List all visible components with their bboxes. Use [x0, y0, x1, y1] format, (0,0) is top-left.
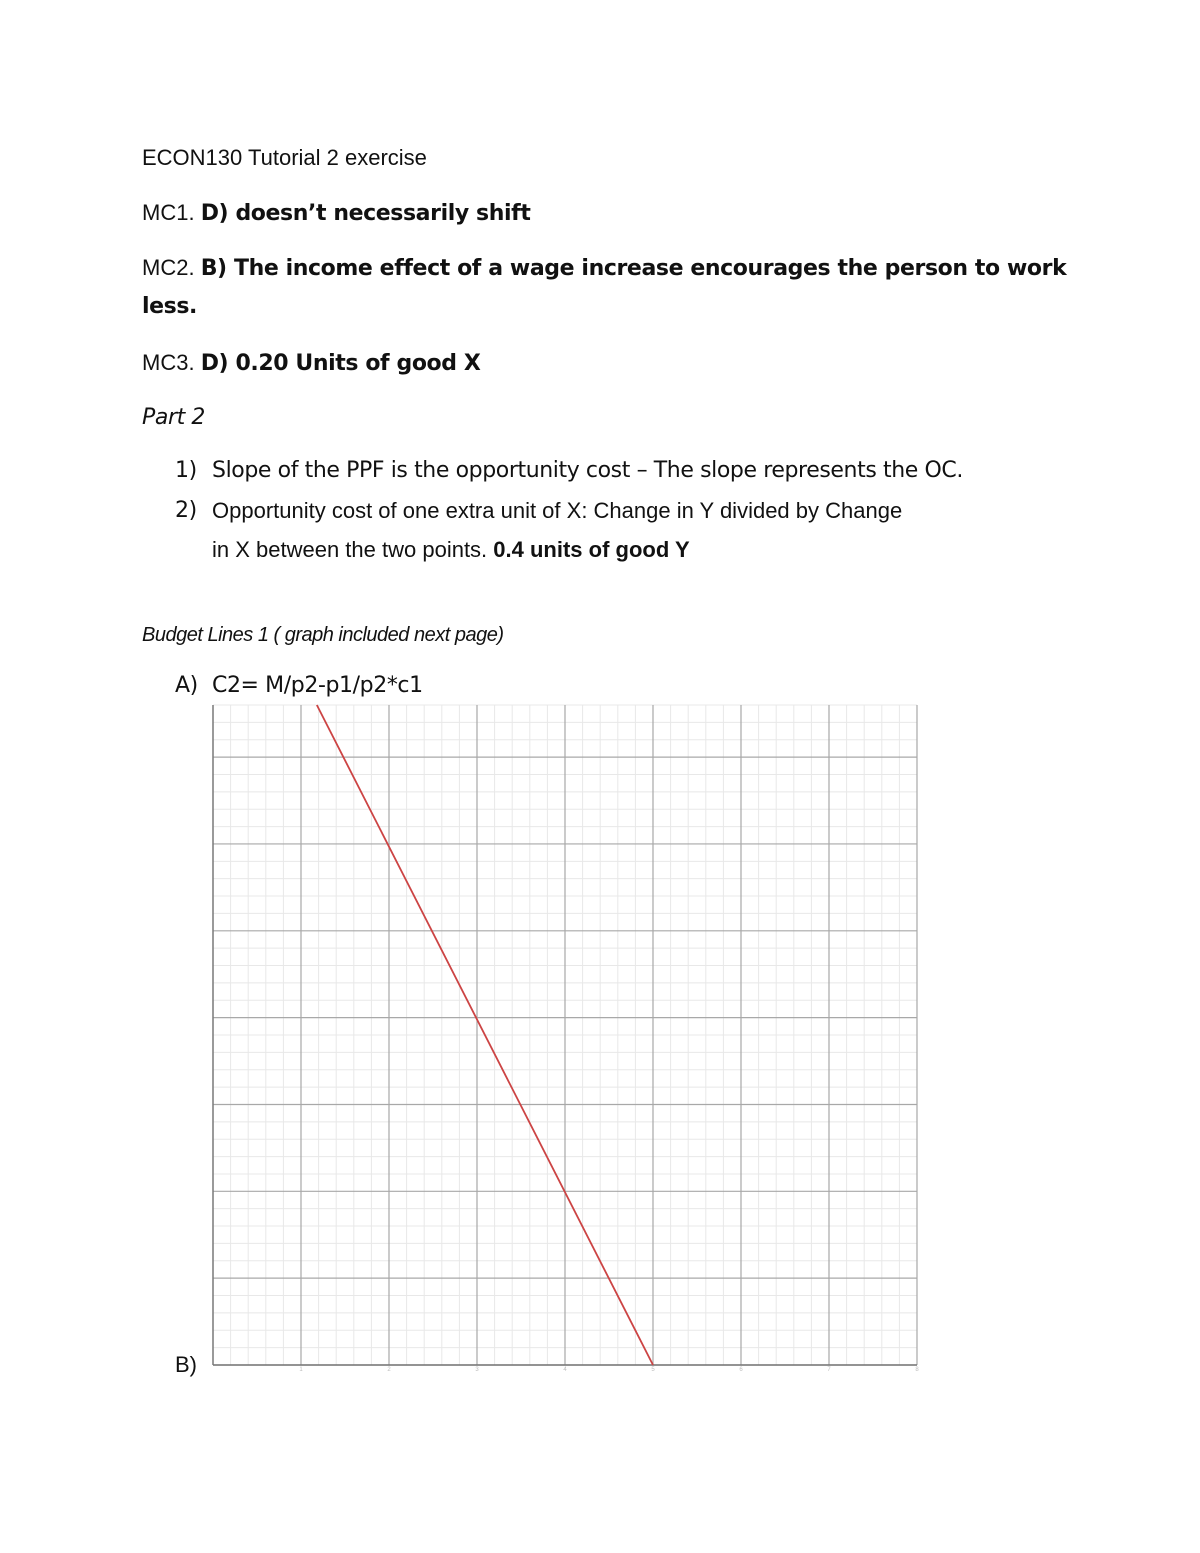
mc2-label: MC2.	[142, 255, 195, 280]
mc1-label: MC1.	[142, 200, 195, 225]
x-tick-label: 6	[739, 1367, 743, 1373]
part2-item1-text: Slope of the PPF is the opportunity cost – The slope represents the OC.	[212, 458, 963, 483]
mc2-answer-line2: less.	[142, 294, 198, 319]
part2-item1-number: 1)	[175, 458, 197, 483]
x-tick-labels	[299, 1367, 919, 1373]
mc3-answer: D) 0.20 Units of good X	[200, 351, 481, 376]
x-tick-label: 4	[563, 1367, 567, 1373]
x-tick-label: 2	[387, 1367, 391, 1373]
budget-item-a-label: A)	[175, 673, 198, 698]
document-title: ECON130 Tutorial 2 exercise	[142, 145, 427, 170]
x-tick-label: 3	[475, 1367, 479, 1373]
part2-item2-text-line1: Opportunity cost of one extra unit of X: Change in Y divided by Change	[212, 498, 903, 523]
budget-line-graph	[205, 700, 925, 1380]
x-tick-label: 5	[651, 1367, 655, 1373]
budget-lines-heading: Budget Lines 1 ( graph included next page)	[142, 624, 504, 646]
mc1-line	[142, 198, 530, 229]
part2-item2-number: 2)	[175, 498, 197, 523]
budget-item-a-formula: C2= M/p2-p1/p2*c1	[212, 673, 423, 698]
x-tick-label: 8	[915, 1367, 919, 1373]
part2-item2-answer: 0.4 units of good Y	[493, 537, 690, 562]
x-tick-label: 7	[827, 1367, 831, 1373]
part2-item2-text-line2: in X between the two points.	[212, 537, 488, 562]
mc3-line	[142, 348, 480, 379]
part2-item2-line2	[212, 535, 690, 565]
part2-heading: Part 2	[142, 405, 206, 430]
mc2-answer-line1: B) The income effect of a wage increase encourages the person to work	[200, 256, 1067, 281]
mc3-label: MC3.	[142, 350, 195, 375]
budget-item-b-label: B)	[175, 1352, 197, 1377]
x-tick-label: 1	[299, 1367, 303, 1373]
mc1-answer: D) doesn’t necessarily shift	[200, 201, 531, 226]
mc2-line	[142, 253, 1066, 284]
